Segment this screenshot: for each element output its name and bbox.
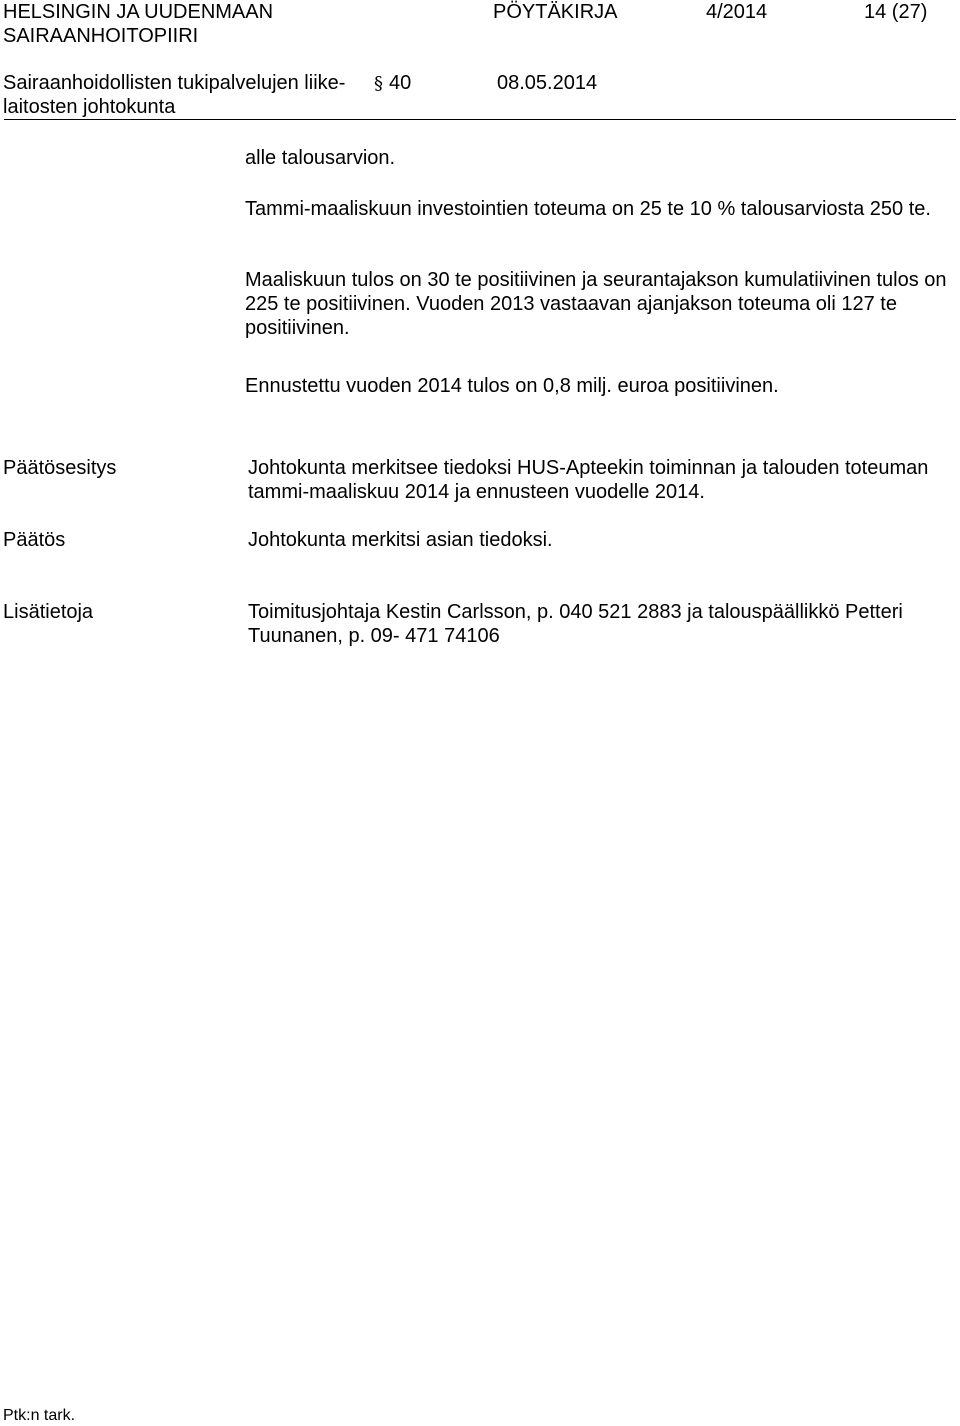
governing-body-line2: laitosten johtokunta — [3, 96, 176, 118]
decision-proposal-label: Päätösesitys — [3, 457, 117, 479]
decision-text: Johtokunta merkitsi asian tiedoksi. — [248, 529, 553, 551]
decision-label: Päätös — [3, 529, 66, 551]
section-reference — [374, 71, 411, 96]
more-info-label: Lisätietoja — [3, 601, 94, 623]
governing-body-line1: Sairaanhoidollisten tukipalvelujen liike- — [3, 72, 346, 94]
document-number: 4/2014 — [706, 1, 768, 23]
paragraph-budget-note: alle talousarvion. — [245, 147, 396, 169]
organization-name-line2: SAIRAANHOITOPIIRI — [3, 25, 199, 47]
document-type: PÖYTÄKIRJA — [493, 1, 618, 23]
page-number: 14 (27) — [864, 1, 928, 23]
organization-name-line1: HELSINGIN JA UUDENMAAN — [3, 1, 274, 23]
section-symbol: § — [374, 73, 383, 94]
header-divider — [4, 119, 956, 120]
paragraph-forecast: Ennustettu vuoden 2014 tulos on 0,8 milj. euroa positiivinen. — [245, 375, 779, 397]
decision-proposal-text: Johtokunta merkitsee tiedoksi HUS-Apteekin toiminnan ja talouden toteuman tammi-maaliskuu 2014 ja ennusteen vuodelle 2014. — [248, 457, 929, 503]
section-number: 40 — [389, 72, 412, 94]
paragraph-result: Maaliskuun tulos on 30 te positiivinen ja seurantajakson kumulatiivinen tulos on 225 te positiivinen. Vuoden 2013 vastaavan ajanjakson toteuma oli 127 te positiivinen. — [245, 269, 947, 339]
minutes-check-label: Ptk:n tark. — [3, 1407, 76, 1424]
more-info-text: Toimitusjohtaja Kestin Carlsson, p. 040 521 2883 ja talouspäällikkö Petteri Tuunanen, p. 09- 471 74106 — [248, 601, 903, 647]
paragraph-investments: Tammi-maaliskuun investointien toteuma on 25 te 10 % talousarviosta 250 te. — [245, 198, 931, 220]
meeting-date: 08.05.2014 — [497, 72, 598, 94]
